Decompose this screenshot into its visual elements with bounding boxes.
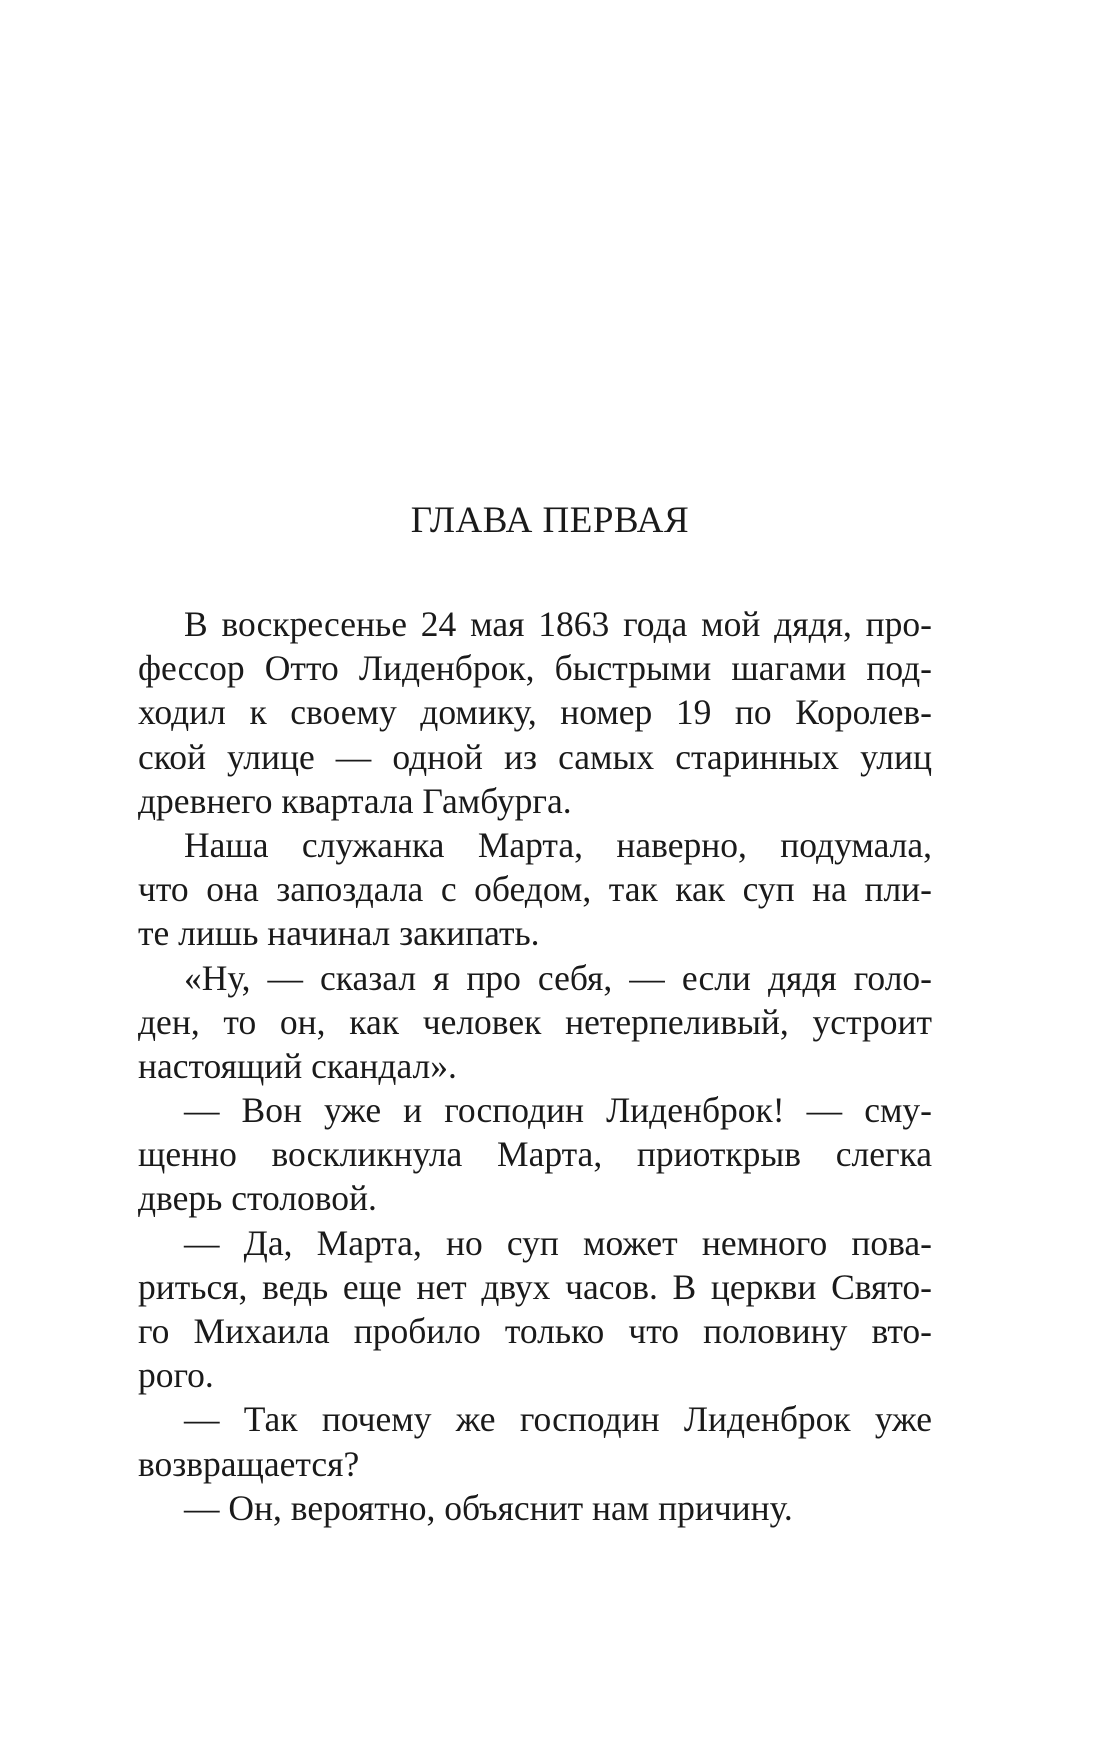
paragraph xyxy=(138,1397,932,1485)
text-line: «Ну, — сказал я про себя, — если дядя голо- xyxy=(184,957,932,998)
chapter-title: ГЛАВА ПЕРВАЯ xyxy=(410,500,690,541)
text-line: что она запоздала с обедом, так как суп на пли- xyxy=(138,869,932,910)
paragraph xyxy=(138,1221,932,1398)
text-line: ходил к своему домику, номер 19 по Королев- xyxy=(138,692,932,733)
text-line: возвращается? xyxy=(138,1443,360,1484)
paragraph xyxy=(138,823,932,956)
text-line: го Михаила пробило только что половину вто- xyxy=(138,1311,932,1351)
text-line: ской улице — одной из самых старинных улиц xyxy=(138,736,932,777)
text-line: настоящий скандал». xyxy=(138,1045,457,1086)
text-line: — Он, вероятно, объяснит нам причину. xyxy=(184,1487,793,1528)
text-line: фессор Отто Лиденброк, быстрыми шагами под- xyxy=(138,648,932,689)
text-line: рого. xyxy=(138,1355,214,1396)
paragraph xyxy=(138,1486,932,1530)
paragraph xyxy=(138,1088,932,1221)
chapter-text xyxy=(138,602,932,1530)
text-line: В воскресенье 24 мая 1863 года мой дядя, про- xyxy=(184,604,932,644)
text-line: — Так почему же господин Лиденброк уже xyxy=(184,1399,932,1440)
text-line: — Вон уже и господин Лиденброк! — сму- xyxy=(184,1090,932,1131)
text-line: древнего квартала Гамбурга. xyxy=(138,780,572,821)
text-line: риться, ведь еще нет двух часов. В церкви Свято- xyxy=(138,1266,932,1307)
text-line: Наша служанка Марта, наверно, подумала, xyxy=(184,824,932,865)
text-line: ден, то он, как человек нетерпеливый, устроит xyxy=(138,1001,932,1042)
text-line: щенно воскликнула Марта, приоткрыв слегка xyxy=(138,1134,932,1175)
text-line: — Да, Марта, но суп может немного пова- xyxy=(184,1222,932,1263)
text-line: те лишь начинал закипать. xyxy=(138,913,540,954)
paragraph xyxy=(138,956,932,1089)
paragraph xyxy=(138,602,932,823)
text-line: дверь столовой. xyxy=(138,1178,377,1219)
